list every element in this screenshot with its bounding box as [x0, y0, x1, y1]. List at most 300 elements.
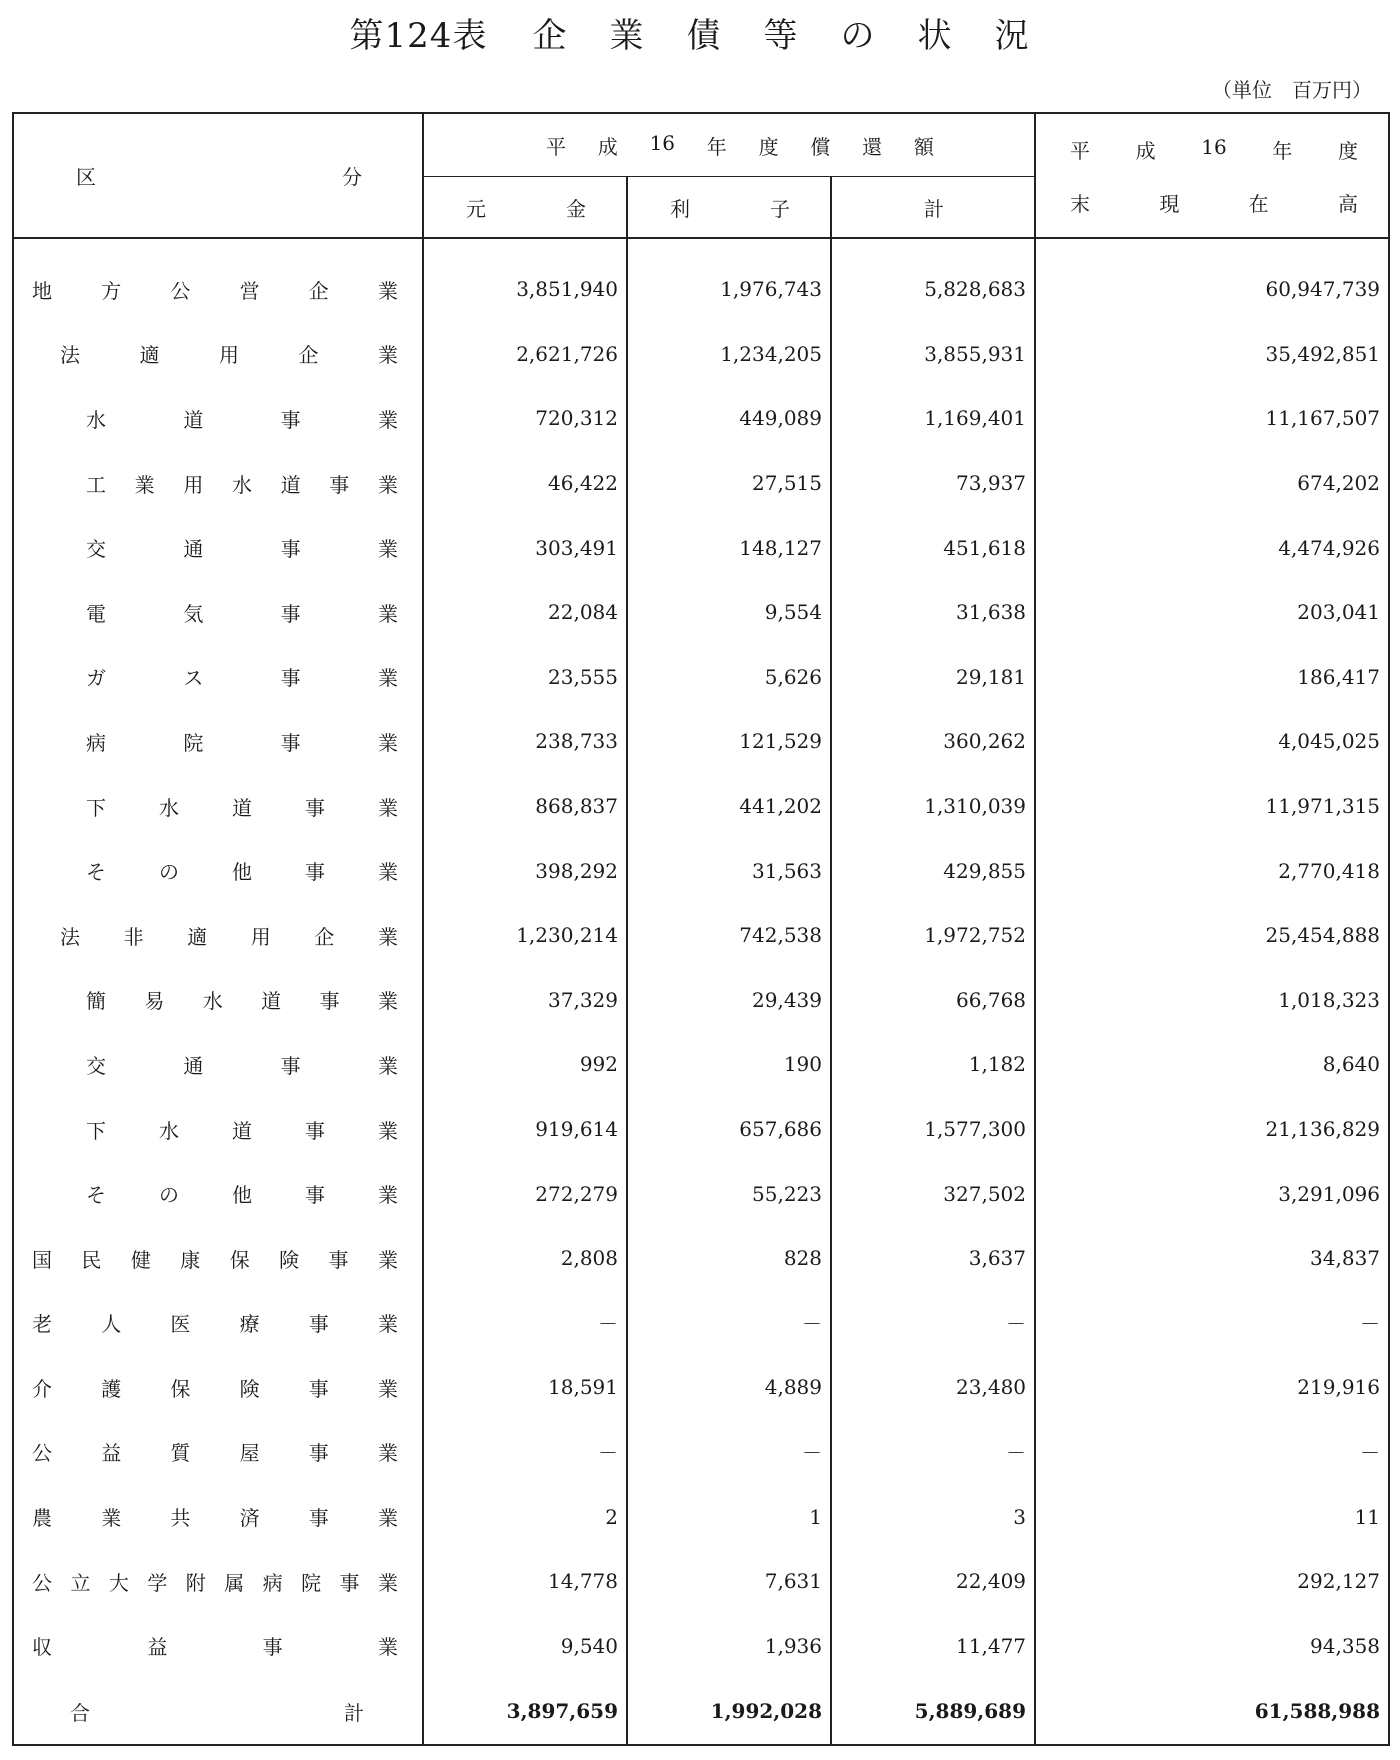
header-total	[831, 177, 1035, 239]
row-label-char: 医	[170, 1312, 191, 1337]
row-label-char: 収	[32, 1635, 52, 1660]
row-label-char: 地	[32, 278, 52, 303]
cell-total: 3,637	[831, 1226, 1035, 1291]
header-interest-char: 子	[770, 196, 790, 221]
cell-interest: 1	[627, 1484, 831, 1549]
cell-outstanding: 11	[1035, 1484, 1389, 1549]
table-row	[13, 838, 1389, 903]
cell-principal: 37,329	[423, 968, 627, 1033]
cell-total: 3,855,931	[831, 322, 1035, 387]
row-label-char: 業	[377, 730, 398, 755]
cell-interest: 5,626	[627, 645, 831, 710]
table-row	[13, 1161, 1389, 1226]
cell-principal: 2	[423, 1484, 627, 1549]
row-label-char: 交	[86, 537, 106, 562]
row-label-char: 法	[60, 924, 80, 949]
row-label-char: 業	[377, 1247, 398, 1272]
row-label	[13, 1420, 423, 1485]
cell-interest: 828	[627, 1226, 831, 1291]
row-label-char: 水	[159, 795, 179, 820]
row-label-char: 業	[378, 343, 398, 368]
row-label-char: 益	[147, 1635, 168, 1660]
row-label	[13, 257, 423, 322]
header-repayment-char: 還	[862, 134, 883, 159]
cell-principal: 2,621,726	[423, 322, 627, 387]
row-label-char: 非	[123, 924, 144, 949]
cell-outstanding: 1,018,323	[1035, 968, 1389, 1033]
row-label-char: 業	[377, 924, 398, 949]
row-label-char: 業	[377, 601, 398, 626]
cell-outstanding: 3,291,096	[1035, 1161, 1389, 1226]
cell-interest: 31,563	[627, 838, 831, 903]
row-label-char: 道	[183, 407, 204, 432]
cell-interest: 4,889	[627, 1355, 831, 1420]
cell-principal: 272,279	[423, 1161, 627, 1226]
row-label-char: 事	[305, 1118, 325, 1143]
table-row	[13, 257, 1389, 322]
cell-total: 1,169,401	[831, 386, 1035, 451]
row-label-char: 険	[239, 1376, 260, 1401]
row-label-char: 業	[377, 989, 398, 1014]
row-label-char: 業	[377, 666, 398, 691]
row-label-char: の	[159, 1183, 179, 1208]
row-label-char: 院	[301, 1570, 322, 1595]
table-row	[13, 968, 1389, 1033]
cell-principal: 2,808	[423, 1226, 627, 1291]
cell-outstanding: 219,916	[1035, 1355, 1389, 1420]
row-label-char: 属	[224, 1570, 245, 1595]
header-principal-char: 元	[466, 196, 486, 221]
row-label-char: 事	[305, 1183, 325, 1208]
row-label-char: 交	[86, 1053, 106, 1078]
cell-outstanding: 94,358	[1035, 1613, 1389, 1678]
row-label-char: 事	[280, 407, 301, 432]
row-label-char: 屋	[239, 1441, 260, 1466]
table-row	[13, 1420, 1389, 1485]
table-row	[13, 903, 1389, 968]
row-label-char: そ	[86, 860, 106, 885]
row-label	[13, 1355, 423, 1420]
cell-principal: －	[423, 1291, 627, 1356]
unit-note: （単位 百万円）	[1212, 78, 1372, 102]
cell-outstanding: －	[1035, 1291, 1389, 1356]
cell-outstanding: 4,045,025	[1035, 709, 1389, 774]
cell-outstanding: 674,202	[1035, 451, 1389, 516]
row-label-char: 通	[183, 1053, 204, 1078]
cell-interest: 55,223	[627, 1161, 831, 1226]
row-label-char: 業	[378, 860, 398, 885]
cell-total: 1,577,300	[831, 1097, 1035, 1162]
cell-outstanding: －	[1035, 1420, 1389, 1485]
header-repayment-char: 度	[758, 134, 779, 159]
row-label-char: 業	[377, 1053, 398, 1078]
header-repayment-char: 額	[913, 134, 934, 159]
cell-interest: 742,538	[627, 903, 831, 968]
table-row	[13, 774, 1389, 839]
header-outstanding-char: 在	[1248, 191, 1269, 216]
cell-outstanding: 11,167,507	[1035, 386, 1389, 451]
row-label	[13, 1097, 423, 1162]
row-label-char: 水	[231, 472, 252, 497]
table-row	[13, 1613, 1389, 1678]
cell-outstanding: 60,947,739	[1035, 257, 1389, 322]
table-row	[13, 1032, 1389, 1097]
cell-outstanding: 4,474,926	[1035, 515, 1389, 580]
cell-principal: 46,422	[423, 451, 627, 516]
cell-interest: 27,515	[627, 451, 831, 516]
row-label-char: 業	[101, 1506, 122, 1531]
row-label-char: 国	[32, 1247, 52, 1272]
row-label-char: 民	[81, 1247, 102, 1272]
row-label-char: 立	[70, 1570, 91, 1595]
cell-interest: 441,202	[627, 774, 831, 839]
cell-principal: 868,837	[423, 774, 627, 839]
cell-principal: 14,778	[423, 1549, 627, 1614]
header-category-char: 分	[342, 165, 362, 189]
row-label-char: 質	[170, 1441, 191, 1466]
row-label-char: 保	[229, 1247, 250, 1272]
row-label-char: 事	[339, 1570, 360, 1595]
row-label-char: 業	[377, 472, 398, 497]
row-label-char: 農	[32, 1506, 52, 1531]
header-category-char: 区	[76, 165, 96, 189]
row-label-char: 病	[262, 1570, 283, 1595]
cell-total: 5,889,689	[831, 1678, 1035, 1745]
header-outstanding-char: 年	[1272, 138, 1293, 163]
row-label	[13, 1549, 423, 1614]
row-label-char: 電	[86, 601, 106, 626]
row-label	[13, 903, 423, 968]
row-label-char: 事	[329, 472, 350, 497]
row-label-char: 他	[232, 1183, 252, 1208]
cell-total: 31,638	[831, 580, 1035, 645]
row-label	[13, 645, 423, 710]
row-label-char: 療	[239, 1312, 260, 1337]
cell-principal: 9,540	[423, 1613, 627, 1678]
cell-interest: 9,554	[627, 580, 831, 645]
cell-total: 1,182	[831, 1032, 1035, 1097]
cell-outstanding: 61,588,988	[1035, 1678, 1389, 1745]
row-label-char: 業	[378, 1118, 398, 1143]
cell-principal: 22,084	[423, 580, 627, 645]
cell-outstanding: 21,136,829	[1035, 1097, 1389, 1162]
cell-outstanding: 35,492,851	[1035, 322, 1389, 387]
row-label-char: 事	[280, 1053, 301, 1078]
cell-total: 11,477	[831, 1613, 1035, 1678]
row-label-char: 事	[305, 795, 325, 820]
cell-interest: 148,127	[627, 515, 831, 580]
table-body	[13, 238, 1389, 1745]
cell-total: 5,828,683	[831, 257, 1035, 322]
row-label	[13, 709, 423, 774]
header-repayment-char: 成	[597, 134, 618, 159]
cell-interest: 7,631	[627, 1549, 831, 1614]
row-label-char: 事	[308, 1312, 329, 1337]
header-interest-char: 利	[670, 196, 690, 221]
row-label-char: 通	[183, 537, 204, 562]
header-category	[13, 113, 423, 238]
cell-total: 1,310,039	[831, 774, 1035, 839]
row-label-char: の	[159, 860, 179, 885]
title-char: 業	[609, 16, 645, 56]
row-label-char: 事	[280, 537, 301, 562]
row-label-char: 合	[70, 1700, 90, 1725]
row-label	[13, 1161, 423, 1226]
row-label-char: 事	[262, 1635, 283, 1660]
row-label-char: 企	[314, 924, 335, 949]
row-label-char: 業	[377, 407, 398, 432]
cell-interest: 449,089	[627, 386, 831, 451]
row-label-char: 水	[159, 1118, 179, 1143]
row-label-char: 院	[183, 730, 204, 755]
row-label-char: 康	[180, 1247, 201, 1272]
row-label-char: 道	[280, 472, 301, 497]
header-outstanding-char: 16	[1201, 134, 1227, 159]
row-label-char: 工	[86, 472, 106, 497]
table-row	[13, 1484, 1389, 1549]
row-label-char: 介	[32, 1376, 52, 1401]
cell-principal: 3,851,940	[423, 257, 627, 322]
cell-total: 327,502	[831, 1161, 1035, 1226]
cell-principal: 238,733	[423, 709, 627, 774]
row-label-char: 水	[86, 407, 106, 432]
row-label-char: 老	[32, 1312, 52, 1337]
cell-principal: 1,230,214	[423, 903, 627, 968]
cell-interest: 1,234,205	[627, 322, 831, 387]
row-label-char: 業	[377, 278, 398, 303]
row-label-char: 業	[377, 1506, 398, 1531]
row-label-char: ガ	[86, 666, 106, 691]
total-row	[13, 1678, 1389, 1745]
cell-total: －	[831, 1420, 1035, 1485]
cell-total: 360,262	[831, 709, 1035, 774]
cell-total: 66,768	[831, 968, 1035, 1033]
row-label-char: 用	[183, 472, 204, 497]
row-label-char: 学	[147, 1570, 168, 1595]
row-label-char: そ	[86, 1183, 106, 1208]
cell-principal: 303,491	[423, 515, 627, 580]
row-label	[13, 1032, 423, 1097]
header-outstanding-char: 成	[1135, 138, 1156, 163]
cell-principal: 919,614	[423, 1097, 627, 1162]
cell-total: 29,181	[831, 645, 1035, 710]
cell-outstanding: 34,837	[1035, 1226, 1389, 1291]
row-label	[13, 386, 423, 451]
cell-interest: 657,686	[627, 1097, 831, 1162]
title-char: 等	[763, 16, 799, 56]
cell-interest: 1,936	[627, 1613, 831, 1678]
row-label-char: 用	[250, 924, 271, 949]
row-label-char: 附	[185, 1570, 206, 1595]
row-label	[13, 1484, 423, 1549]
row-label-char: 事	[280, 601, 301, 626]
row-label-char: 他	[232, 860, 252, 885]
header-outstanding-char: 現	[1159, 191, 1180, 216]
header-outstanding-char: 度	[1337, 138, 1358, 163]
table-row	[13, 386, 1389, 451]
row-label-char: 企	[298, 343, 319, 368]
title-char: 状	[917, 16, 953, 56]
row-label-char: 業	[377, 1441, 398, 1466]
cell-principal: 3,897,659	[423, 1678, 627, 1745]
row-label-char: 済	[239, 1506, 260, 1531]
table-row	[13, 322, 1389, 387]
header-repayment-char: 償	[810, 134, 831, 159]
row-label-char: 人	[101, 1312, 122, 1337]
cell-total: 429,855	[831, 838, 1035, 903]
table-row	[13, 515, 1389, 580]
row-label-char: 用	[219, 343, 239, 368]
row-label-char: 公	[32, 1441, 52, 1466]
table-number: 第124表	[349, 16, 488, 56]
row-label-char: 業	[134, 472, 155, 497]
cell-principal: 992	[423, 1032, 627, 1097]
row-label-char: 大	[108, 1570, 129, 1595]
cell-total: 451,618	[831, 515, 1035, 580]
header-principal	[423, 177, 627, 239]
table-row	[13, 1097, 1389, 1162]
row-label-char: 公	[170, 278, 191, 303]
row-label	[13, 515, 423, 580]
row-label-char: 事	[308, 1376, 329, 1401]
row-label-char: 業	[378, 795, 398, 820]
row-label-char: 公	[32, 1570, 52, 1595]
row-label	[13, 1291, 423, 1356]
table-row	[13, 451, 1389, 516]
cell-interest: 121,529	[627, 709, 831, 774]
cell-outstanding: 25,454,888	[1035, 903, 1389, 968]
table-row	[13, 1549, 1389, 1614]
row-label-char: 易	[144, 989, 165, 1014]
cell-principal: 398,292	[423, 838, 627, 903]
row-label-char: 業	[378, 1183, 398, 1208]
cell-outstanding: 8,640	[1035, 1032, 1389, 1097]
header-outstanding-char: 高	[1338, 191, 1358, 216]
header-repayment	[423, 113, 1035, 177]
row-label-char: 事	[328, 1247, 349, 1272]
cell-interest: 1,992,028	[627, 1678, 831, 1745]
row-label-char: 保	[170, 1376, 191, 1401]
row-label-char: 益	[101, 1441, 122, 1466]
row-label-char: 事	[280, 730, 301, 755]
row-label-char: 適	[139, 343, 160, 368]
cell-outstanding: 292,127	[1035, 1549, 1389, 1614]
row-label-char: 事	[308, 1441, 329, 1466]
row-label-char: 営	[239, 278, 260, 303]
row-label-char: 護	[101, 1376, 122, 1401]
row-label-char: 業	[377, 1312, 398, 1337]
row-label	[13, 580, 423, 645]
cell-principal: －	[423, 1420, 627, 1485]
row-label-char: 簡	[86, 989, 106, 1014]
row-label-char: 適	[187, 924, 208, 949]
cell-interest: 1,976,743	[627, 257, 831, 322]
cell-principal: 18,591	[423, 1355, 627, 1420]
row-label-char: ス	[183, 666, 204, 691]
row-label-char: 健	[130, 1247, 151, 1272]
title-char: の	[840, 16, 876, 56]
row-label-char: 病	[86, 730, 106, 755]
row-label-char: 下	[86, 1118, 106, 1143]
header-outstanding-char: 末	[1070, 191, 1091, 216]
table-row	[13, 1355, 1389, 1420]
row-label-char: 下	[86, 795, 106, 820]
cell-outstanding: 11,971,315	[1035, 774, 1389, 839]
row-label-char: 気	[183, 601, 204, 626]
page-title	[0, 8, 1400, 57]
cell-total: 22,409	[831, 1549, 1035, 1614]
header-total-char: 計	[924, 196, 944, 221]
row-label-char: 共	[170, 1506, 191, 1531]
title-char: 企	[532, 16, 568, 56]
table-row	[13, 580, 1389, 645]
row-label	[13, 1678, 423, 1745]
row-label-char: 険	[279, 1247, 300, 1272]
row-label-char: 業	[377, 1570, 398, 1595]
row-label-char: 企	[308, 278, 329, 303]
row-label	[13, 838, 423, 903]
cell-principal: 23,555	[423, 645, 627, 710]
title-char: 債	[686, 16, 722, 56]
debt-table	[12, 112, 1390, 1746]
cell-total: 1,972,752	[831, 903, 1035, 968]
cell-principal: 720,312	[423, 386, 627, 451]
row-label-char: 事	[319, 989, 340, 1014]
cell-interest: －	[627, 1291, 831, 1356]
cell-total: －	[831, 1291, 1035, 1356]
cell-interest: 190	[627, 1032, 831, 1097]
row-label-char: 計	[344, 1700, 364, 1725]
row-label	[13, 968, 423, 1033]
row-label-char: 法	[60, 343, 80, 368]
table-row	[13, 709, 1389, 774]
row-label-char: 事	[305, 860, 325, 885]
row-label-char: 業	[377, 1635, 398, 1660]
header-repayment-char: 年	[706, 134, 727, 159]
row-label	[13, 774, 423, 839]
row-label-char: 道	[261, 989, 282, 1014]
row-label-char: 方	[101, 278, 122, 303]
row-label-char: 業	[377, 537, 398, 562]
cell-total: 3	[831, 1484, 1035, 1549]
header-outstanding	[1035, 113, 1389, 238]
table-row	[13, 1226, 1389, 1291]
title-char: 況	[994, 16, 1030, 56]
cell-total: 73,937	[831, 451, 1035, 516]
header-interest	[627, 177, 831, 239]
cell-outstanding: 2,770,418	[1035, 838, 1389, 903]
table-row	[13, 645, 1389, 710]
row-label-char: 水	[202, 989, 223, 1014]
row-label	[13, 322, 423, 387]
row-label-char: 事	[308, 1506, 329, 1531]
header-repayment-char: 16	[649, 130, 676, 155]
cell-outstanding: 203,041	[1035, 580, 1389, 645]
row-label	[13, 1226, 423, 1291]
row-label-char: 業	[377, 1376, 398, 1401]
cell-interest: 29,439	[627, 968, 831, 1033]
header-repayment-char: 平	[546, 134, 566, 159]
row-label	[13, 1613, 423, 1678]
row-label-char: 事	[280, 666, 301, 691]
header-outstanding-char: 平	[1070, 138, 1091, 163]
row-label	[13, 451, 423, 516]
row-label-char: 道	[232, 1118, 252, 1143]
cell-outstanding: 186,417	[1035, 645, 1389, 710]
header-principal-char: 金	[566, 196, 586, 221]
cell-total: 23,480	[831, 1355, 1035, 1420]
title-text	[511, 16, 1050, 56]
